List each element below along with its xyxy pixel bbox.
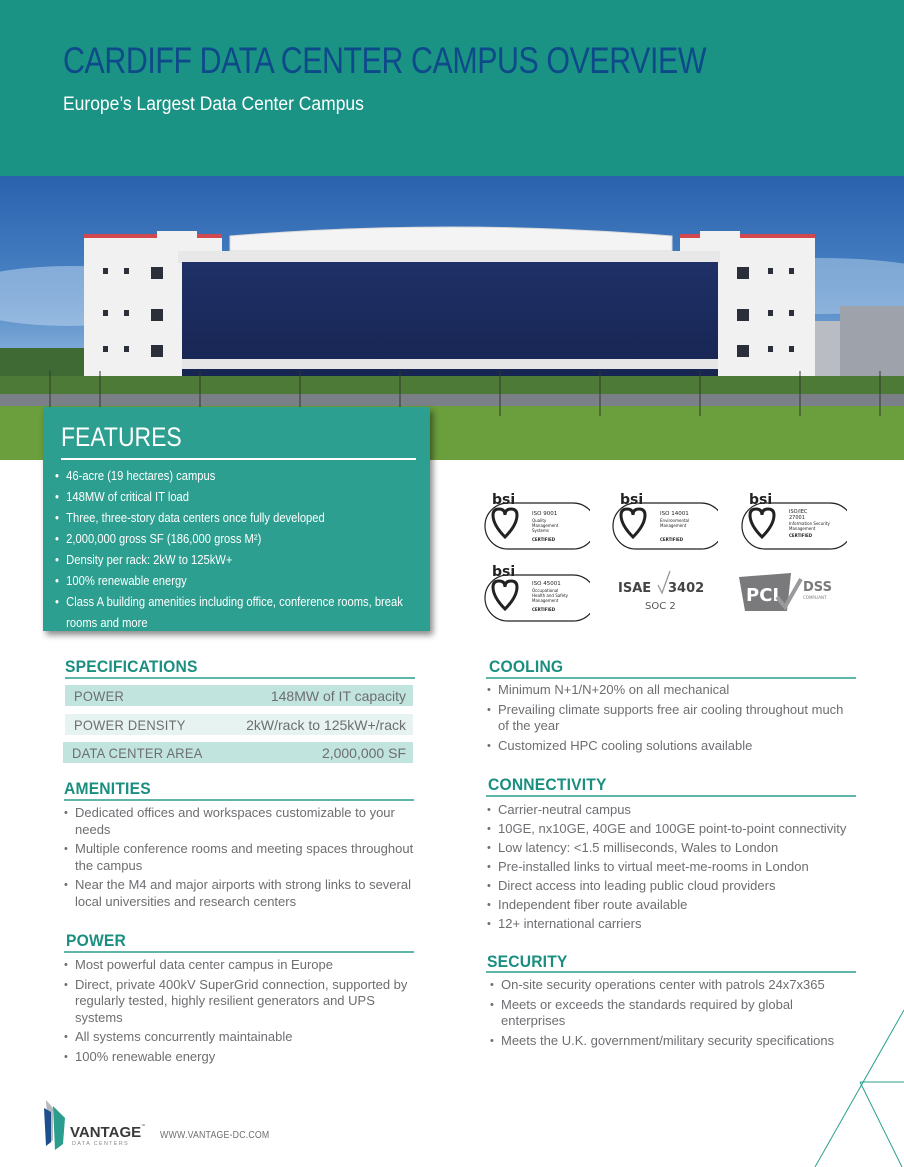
- connectivity-item: • 12+ international carriers: [487, 916, 867, 932]
- amenities-title: AMENITIES: [64, 779, 151, 798]
- spec-value: 148MW of IT capacity: [270, 688, 406, 704]
- svg-text:Management: Management: [660, 523, 687, 528]
- connectivity-item: • Independent fiber route available: [487, 897, 867, 913]
- amenities-item: • Near the M4 and major airports with strong links to several local universities and research centers: [64, 877, 419, 910]
- svg-text:bsi: bsi: [492, 492, 516, 508]
- page-subtitle: Europe’s Largest Data Center Campus: [63, 94, 364, 115]
- isae-3402-soc2-badge: [610, 563, 710, 623]
- connectivity-item: • Carrier-neutral campus: [487, 802, 867, 818]
- connectivity-list: [487, 802, 867, 935]
- header-banner: [0, 0, 904, 176]
- features-list: [55, 465, 425, 633]
- svg-text:DATA CENTERS: DATA CENTERS: [72, 1141, 129, 1147]
- cooling-item: • Prevailing climate supports free air cooling throughout much of the year: [487, 702, 857, 735]
- features-panel: [43, 407, 430, 631]
- power-item: • Direct, private 400kV SuperGrid connection, supported by regularly tested, highly resilient generators and UPS systems: [64, 977, 419, 1027]
- features-item: • 2,000,000 gross SF (186,000 gross M²): [55, 528, 425, 549]
- features-item: • 100% renewable energy: [55, 570, 425, 591]
- connectivity-item: • 10GE, nx10GE, 40GE and 100GE point-to-point connectivity: [487, 821, 867, 837]
- connectivity-divider: [486, 795, 856, 797]
- pci-dss-compliant-badge: [735, 563, 845, 623]
- svg-text:™: ™: [141, 1123, 145, 1128]
- svg-text:Information Security: Information Security: [789, 521, 830, 526]
- svg-text:DSS: DSS: [803, 580, 832, 595]
- svg-text:Systems: Systems: [532, 528, 549, 533]
- svg-text:27001: 27001: [789, 515, 805, 521]
- security-divider: [486, 971, 856, 973]
- amenities-divider: [64, 799, 414, 801]
- security-title: SECURITY: [487, 952, 568, 971]
- security-item: • On-site security operations center with patrols 24x7x365: [490, 977, 860, 994]
- svg-text:bsi: bsi: [749, 492, 773, 508]
- power-divider: [64, 951, 414, 953]
- spec-value: 2kW/rack to 125kW+/rack: [246, 717, 406, 733]
- power-list: [64, 957, 419, 1068]
- svg-text:CERTIFIED: CERTIFIED: [789, 533, 813, 538]
- cooling-item: • Minimum N+1/N+20% on all mechanical: [487, 682, 857, 699]
- features-item: • 148MW of critical IT load: [55, 486, 425, 507]
- svg-text:PCI: PCI: [746, 585, 780, 606]
- connectivity-item: • Pre-installed links to virtual meet-me-rooms in London: [487, 859, 867, 875]
- svg-text:ISO 45001: ISO 45001: [532, 581, 561, 587]
- vantage-logo: [43, 1100, 153, 1150]
- svg-text:Quality: Quality: [532, 518, 547, 523]
- certifications-grid: [470, 485, 870, 630]
- svg-text:Management: Management: [532, 523, 559, 528]
- specifications-divider: [65, 677, 415, 679]
- svg-text:ISO 14001: ISO 14001: [660, 511, 689, 517]
- cooling-divider: [486, 677, 856, 679]
- security-item: • Meets or exceeds the standards required by global enterprises: [490, 997, 860, 1030]
- svg-text:Health and Safety: Health and Safety: [532, 593, 568, 598]
- svg-text:ISO 9001: ISO 9001: [532, 511, 558, 517]
- spec-row-data-center-area: [63, 742, 413, 763]
- power-item: • All systems concurrently maintainable: [64, 1029, 419, 1046]
- spec-label: POWER DENSITY: [74, 717, 186, 733]
- decorative-lines: [780, 990, 904, 1167]
- svg-text:CERTIFIED: CERTIFIED: [532, 607, 556, 612]
- features-item: • Three, three-story data centers once fully developed: [55, 507, 425, 528]
- svg-text:CERTIFIED: CERTIFIED: [532, 537, 556, 542]
- spec-value: 2,000,000 SF: [321, 745, 406, 761]
- cooling-item: • Customized HPC cooling solutions available: [487, 738, 857, 755]
- svg-text:SOC 2: SOC 2: [645, 601, 676, 612]
- svg-text:Management: Management: [789, 526, 816, 531]
- features-divider: [61, 458, 416, 460]
- amenities-list: [64, 805, 419, 913]
- svg-text:VANTAGE: VANTAGE: [70, 1124, 142, 1141]
- spec-row-power: [65, 685, 413, 706]
- bsi-iso-14001-badge: [606, 491, 718, 551]
- svg-text:3402: 3402: [668, 581, 705, 596]
- power-title: POWER: [66, 931, 127, 950]
- features-title: FEATURES: [61, 422, 182, 452]
- spec-label: DATA CENTER AREA: [72, 745, 203, 761]
- features-item: • Class A building amenities including office, conference rooms, break rooms and more: [55, 591, 425, 633]
- bsi-iso-9001-badge: [478, 491, 590, 551]
- svg-text:COMPLIANT: COMPLIANT: [803, 595, 827, 600]
- svg-text:ISAE: ISAE: [618, 581, 652, 596]
- connectivity-item: • Low latency: <1.5 milliseconds, Wales to London: [487, 840, 867, 856]
- spec-label: POWER: [74, 688, 125, 704]
- specifications-title: SPECIFICATIONS: [65, 657, 198, 676]
- bsi-iso-27001-badge: [735, 491, 847, 551]
- cooling-list: [487, 682, 857, 757]
- security-item: • Meets the U.K. government/military security specifications: [490, 1033, 860, 1050]
- vantage-sail-icon: [43, 1100, 153, 1150]
- spec-row-power-density: [65, 714, 413, 735]
- website-link[interactable]: WWW.VANTAGE-DC.COM: [160, 1130, 270, 1141]
- connectivity-title: CONNECTIVITY: [488, 775, 607, 794]
- page-title: CARDIFF DATA CENTER CAMPUS OVERVIEW: [63, 40, 707, 81]
- power-item: • 100% renewable energy: [64, 1049, 419, 1066]
- bsi-iso-45001-badge: [478, 563, 590, 623]
- svg-text:Occupational: Occupational: [532, 588, 559, 593]
- amenities-item: • Dedicated offices and workspaces customizable to your needs: [64, 805, 419, 838]
- svg-text:bsi: bsi: [492, 564, 516, 580]
- svg-text:Management: Management: [532, 598, 559, 603]
- features-item: • Density per rack: 2kW to 125kW+: [55, 549, 425, 570]
- svg-text:bsi: bsi: [620, 492, 644, 508]
- svg-text:CERTIFIED: CERTIFIED: [660, 537, 684, 542]
- svg-text:Environmental: Environmental: [660, 518, 690, 523]
- svg-text:ISO/IEC: ISO/IEC: [789, 509, 808, 515]
- features-item: • 46-acre (19 hectares) campus: [55, 465, 425, 486]
- cooling-title: COOLING: [489, 657, 564, 676]
- power-item: • Most powerful data center campus in Europe: [64, 957, 419, 974]
- amenities-item: • Multiple conference rooms and meeting spaces throughout the campus: [64, 841, 419, 874]
- connectivity-item: • Direct access into leading public cloud providers: [487, 878, 867, 894]
